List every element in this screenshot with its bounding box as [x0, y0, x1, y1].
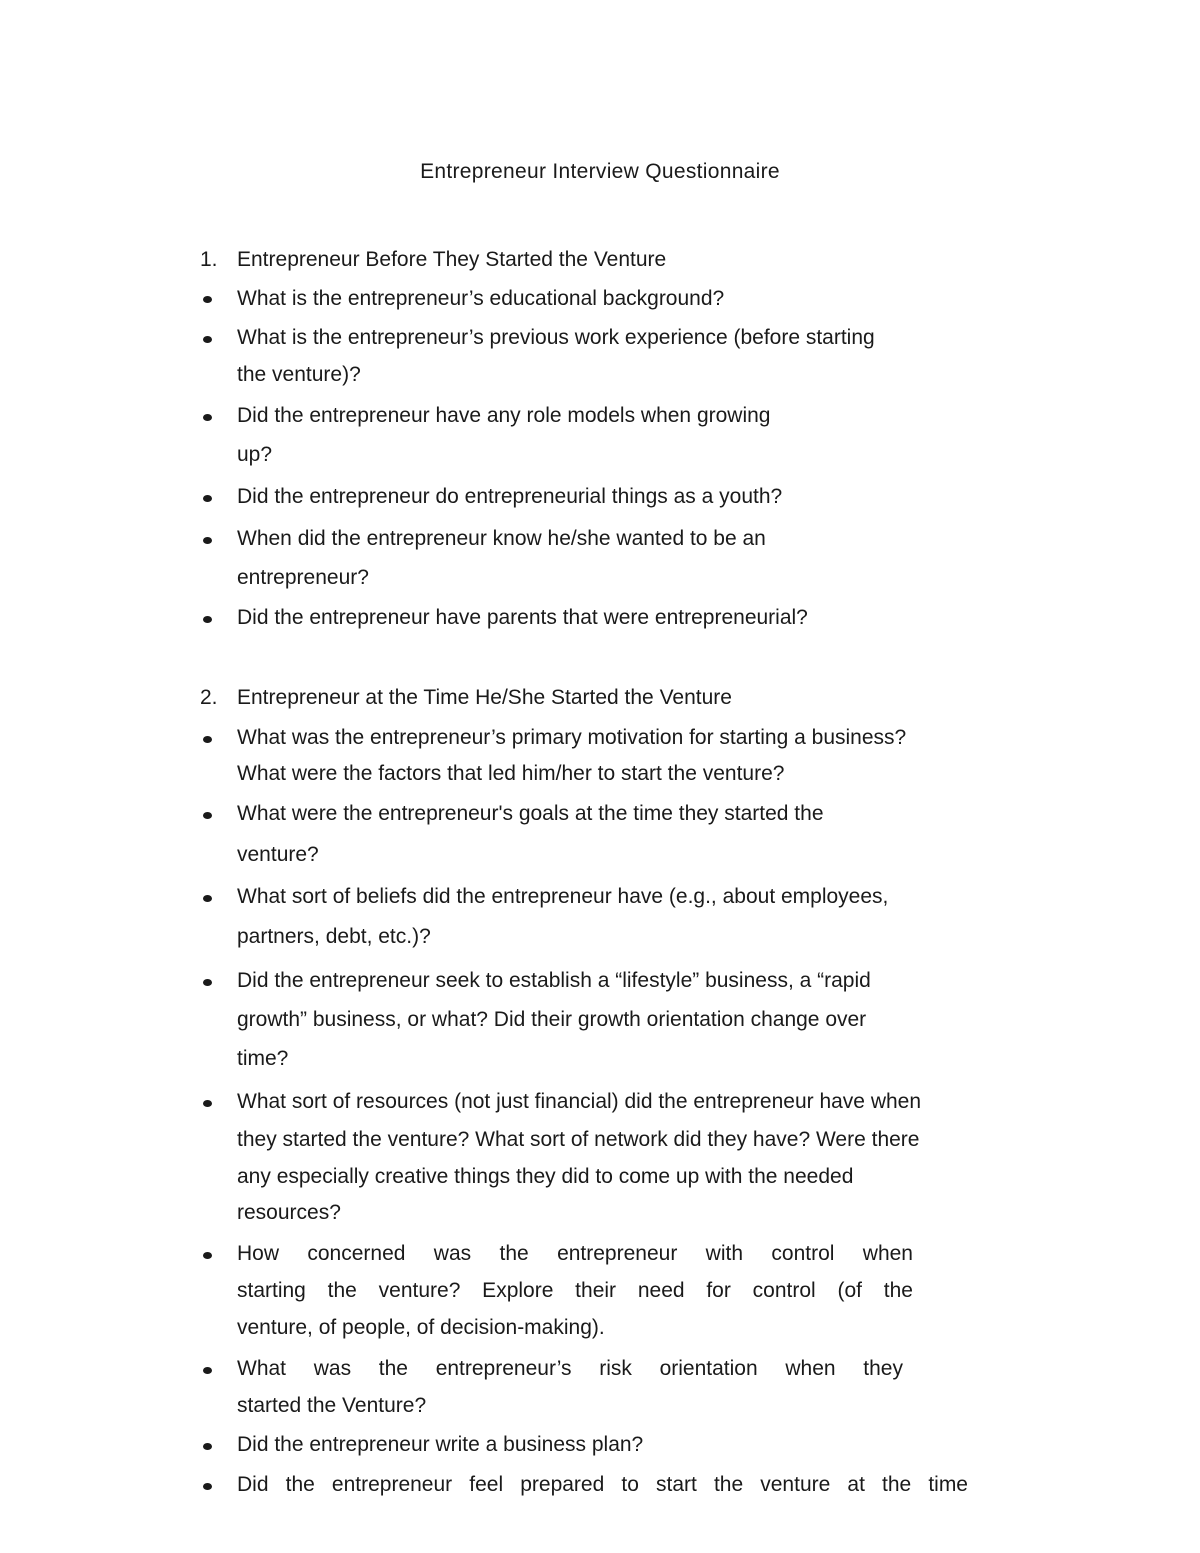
question-line: any especially creative things they did to come up with the needed	[237, 1165, 854, 1188]
question-line: Did the entrepreneur have any role models when growing	[237, 404, 771, 427]
bullet-icon	[203, 537, 212, 544]
section-2-number: 2.	[200, 686, 218, 709]
question-line: the venture)?	[237, 363, 361, 386]
bullet-icon	[203, 736, 212, 743]
question-line: up?	[237, 443, 273, 466]
question-line: started the Venture?	[237, 1394, 427, 1417]
question-line: Did the entrepreneur write a business plan?	[237, 1433, 644, 1456]
section-1-number: 1.	[200, 248, 218, 271]
question-line: What is the entrepreneur’s educational background?	[237, 287, 725, 310]
question-line: growth” business, or what? Did their growth orientation change over	[237, 1008, 867, 1031]
bullet-icon	[203, 895, 212, 902]
question-line: What were the entrepreneur's goals at the time they started the	[237, 802, 824, 825]
question-line: What is the entrepreneur’s previous work experience (before starting	[237, 326, 875, 349]
question-line: What was the entrepreneur’s primary motivation for starting a business?	[237, 726, 907, 749]
bullet-icon	[203, 1100, 212, 1107]
bullet-icon	[203, 1443, 212, 1450]
bullet-icon	[203, 495, 212, 502]
question-line: Did the entrepreneur have parents that were entrepreneurial?	[237, 606, 808, 629]
question-line: What sort of beliefs did the entrepreneur have (e.g., about employees,	[237, 885, 889, 908]
bullet-icon	[203, 1483, 212, 1490]
bullet-icon	[203, 979, 212, 986]
bullet-icon	[203, 414, 212, 421]
question-line: venture, of people, of decision-making).	[237, 1316, 605, 1339]
document-title: Entrepreneur Interview Questionnaire	[420, 160, 780, 183]
question-line: When did the entrepreneur know he/she wanted to be an	[237, 527, 766, 550]
question-line: Did the entrepreneur do entrepreneurial things as a youth?	[237, 485, 783, 508]
bullet-icon	[203, 812, 212, 819]
question-line: How concerned was the entrepreneur with control when	[237, 1242, 913, 1265]
bullet-icon	[203, 296, 212, 303]
question-line: time?	[237, 1047, 289, 1070]
section-1-heading: Entrepreneur Before They Started the Venture	[237, 248, 667, 271]
question-line: Did the entrepreneur feel prepared to start the venture at the time	[237, 1473, 968, 1496]
question-line: What was the entrepreneur’s risk orientation when they	[237, 1357, 903, 1380]
question-line: resources?	[237, 1201, 341, 1224]
bullet-icon	[203, 616, 212, 623]
question-line: What were the factors that led him/her to start the venture?	[237, 762, 785, 785]
question-line: Did the entrepreneur seek to establish a “lifestyle” business, a “rapid	[237, 969, 871, 992]
section-2-heading: Entrepreneur at the Time He/She Started the Venture	[237, 686, 732, 709]
bullet-icon	[203, 1252, 212, 1259]
question-line: starting the venture? Explore their need for control (of the	[237, 1279, 913, 1302]
question-line: entrepreneur?	[237, 566, 369, 589]
bullet-icon	[203, 1367, 212, 1374]
question-line: partners, debt, etc.)?	[237, 925, 431, 948]
bullet-icon	[203, 336, 212, 343]
question-line: venture?	[237, 843, 319, 866]
question-line: they started the venture? What sort of network did they have? Were there	[237, 1128, 920, 1151]
question-line: What sort of resources (not just financial) did the entrepreneur have when	[237, 1090, 922, 1113]
